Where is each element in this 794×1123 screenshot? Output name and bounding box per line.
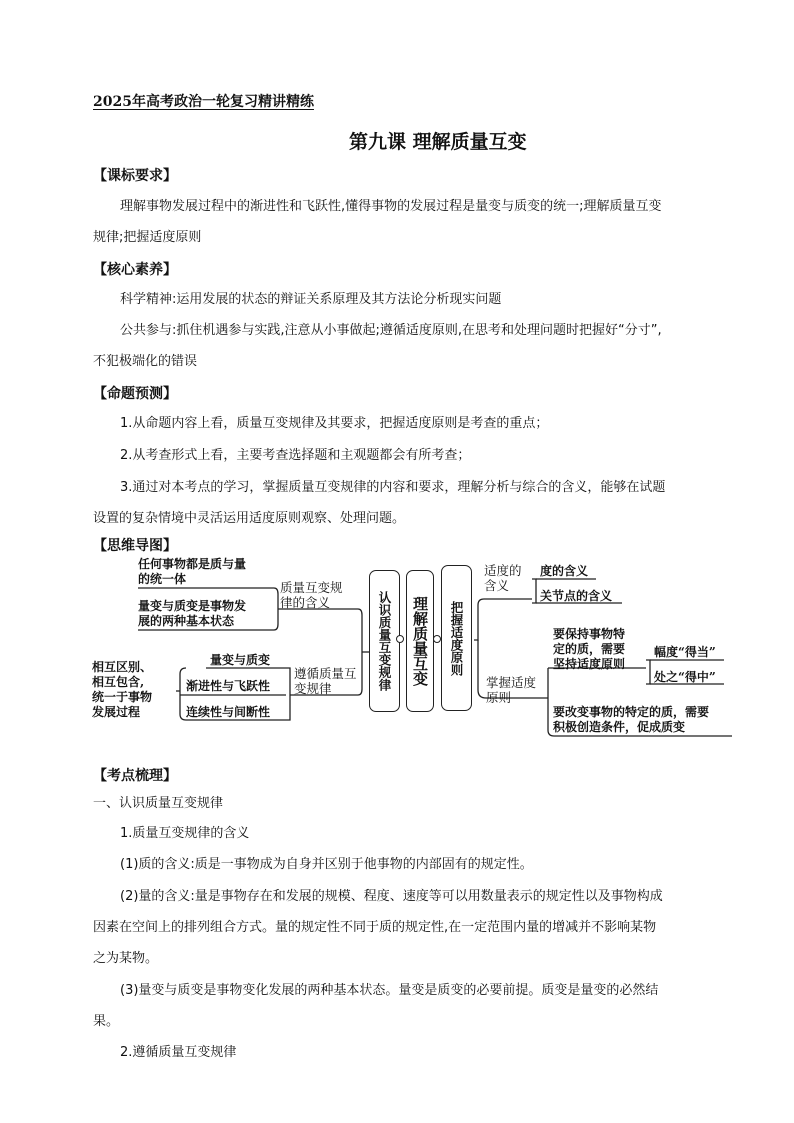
mm-connector-dot-left [396,635,404,643]
mm-node-law-meaning: 质量互变规律的含义 [280,580,343,610]
section-heading-mingti: 【命题预测】 [93,386,177,402]
kaodian-point-quantity-line2: 因素在空间上的排列组合方式。量的规定性不同于质的规定性,在一定范围内量的增减并不影响某物 [93,920,657,935]
kaodian-heading-1: 一、认识质量互变规律 [93,796,224,811]
mm-node-relation-line4: 发展过程 [92,705,141,719]
kaodian-point-states-line2: 果。 [93,1014,120,1029]
mingti-item-1: 1.从命题内容上看，质量互变规律及其要求，把握适度原则是考查的重点； [120,416,549,431]
kaodian-point-quality: (1)质的含义:质是一事物成为自身并区别于他事物的内部固有的规定性。 [120,857,533,872]
mm-node-follow-law: 遵循质量互变规律 [294,666,357,696]
mm-node-relation-line1: 相互区别、 [92,660,153,674]
series-title: 2025年高考政治一轮复习精讲精练 [93,94,314,110]
mm-node-change-quality-line2: 积极创造条件，促成质变 [553,720,686,734]
mm-box-understand-law [369,570,400,712]
hexin-science: 科学精神:运用发展的状态的辩证关系原理及其方法论分析现实问题 [120,292,502,307]
mm-node-unity-line1: 任何事物都是质与量 [138,557,247,571]
mm-box-center-label: 理解质量互变 [411,596,429,686]
section-heading-hexin: 【核心素养】 [93,262,177,278]
mm-box-center [406,570,434,712]
lesson-title: 第九课 理解质量互变 [349,131,527,153]
section-heading-kebiao: 【课标要求】 [93,168,177,184]
mm-node-unity-line2: 的统一体 [138,572,187,586]
mm-node-relation-line2: 相互包含, [92,675,145,689]
mm-node-relation [92,660,172,720]
hexin-public-line1: 公共参与:抓住机遇参与实践,注意从小事做起;遵循适度原则,在思考和处理问题时把握好“分寸”, [120,323,662,338]
kebiao-paragraph-line2: 规律;把握适度原则 [93,230,202,245]
mm-node-keep-quality-line3: 坚持适度原则 [553,657,626,671]
mm-connector-dot-right [433,635,441,643]
mm-box-grasp-moderation-label: 把握适度原则 [449,600,464,676]
kaodian-point-quantity-line1: (2)量的含义:量是事物存在和发展的规模、程度、速度等可以用数量表示的规定性以及事物构成 [120,889,663,904]
mm-node-states-line1: 量变与质变是事物发 [138,599,247,613]
mm-node-range-proper: 幅度“得当” [654,645,716,659]
mm-box-grasp-moderation [441,565,472,711]
mm-node-degree: 度的含义 [540,564,589,578]
mingti-item-3-line2: 设置的复杂情境中灵活运用适度原则观察、处理问题。 [93,511,406,526]
mm-node-handle-center: 处之“得中” [654,670,716,684]
mm-node-states-line2: 展的两种基本状态 [138,614,235,628]
mm-node-keep-quality-line1: 要保持事物特 [553,627,626,641]
mingti-item-2: 2.从考查形式上看，主要考查选择题和主观题都会有所考查； [120,448,471,463]
mm-node-master-moderation: 掌握适度原则 [486,675,537,705]
kaodian-sub-1: 1.质量互变规律的含义 [120,826,250,841]
mm-box-understand-law-label: 认识质量互变规律 [377,591,392,691]
kaodian-point-states-line1: (3)量变与质变是事物变化发展的两种基本状态。量变是质变的必要前提。质变是量变的必然结 [120,983,659,998]
kebiao-paragraph-line1: 理解事物发展过程中的渐进性和飞跃性,懂得事物的发展过程是量变与质变的统一;理解质量互变 [120,199,662,214]
mm-node-keep-quality [553,627,625,672]
hexin-public-line2: 不犯极端化的错误 [93,354,198,369]
mm-node-gradual-leap: 渐进性与飞跃性 [186,679,271,693]
mm-node-continuity: 连续性与间断性 [186,705,271,719]
mm-node-nodal-point: 关节点的含义 [540,589,613,603]
kaodian-sub-2: 2.遵循质量互变规律 [120,1045,237,1060]
section-heading-kaodian: 【考点梳理】 [93,768,177,784]
kaodian-point-quantity-line3: 之为某物。 [93,951,159,966]
mm-node-quant-qual: 量变与质变 [210,653,271,667]
mm-node-keep-quality-line2: 定的质，需要 [553,642,626,656]
mm-node-change-quality-line1: 要改变事物的特定的质，需要 [553,705,710,719]
mingti-item-3-line1: 3.通过对本考点的学习，掌握质量互变规律的内容和要求，理解分析与综合的含义，能够在试题 [120,480,666,495]
mm-node-moderation-meaning: 适度的含义 [484,563,522,593]
section-heading-siwei: 【思维导图】 [93,538,177,554]
mm-node-change-quality [553,705,709,735]
mm-node-relation-line3: 统一于事物 [92,690,153,704]
